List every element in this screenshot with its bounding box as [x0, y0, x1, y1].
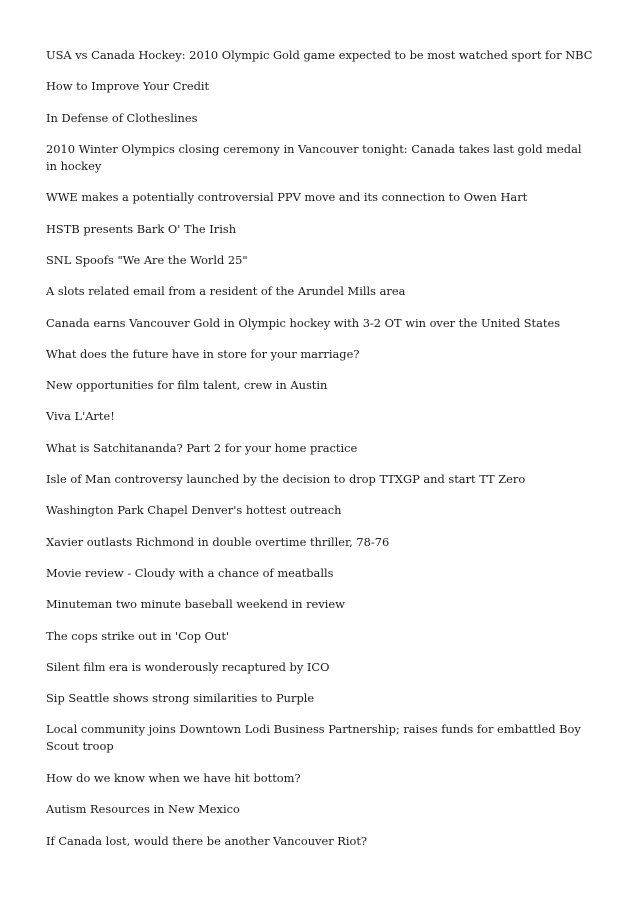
- headline-link[interactable]: Washington Park Chapel Denver's hottest outreach: [46, 503, 342, 518]
- headline-link[interactable]: How do we know when we have hit bottom?: [46, 770, 301, 785]
- headline-link[interactable]: Viva L'Arte!: [46, 409, 115, 424]
- headline-link[interactable]: HSTB presents Bark O' The Irish: [46, 221, 237, 236]
- headline-link[interactable]: Minuteman two minute baseball weekend in review: [46, 597, 345, 612]
- headline-link[interactable]: If Canada lost, would there be another Vancouver Riot?: [46, 833, 368, 848]
- headline-link[interactable]: Sip Seattle shows strong similarities to Purple: [46, 691, 315, 706]
- headline-link[interactable]: Local community joins Downtown Lodi Business Partnership; raises funds for embattled Boy Scout troop: [46, 722, 581, 754]
- headline-link[interactable]: Xavier outlasts Richmond in double overtime thriller, 78-76: [46, 534, 390, 549]
- headline-link[interactable]: What is Satchitananda? Part 2 for your home practice: [46, 440, 358, 455]
- headline-link[interactable]: The cops strike out in 'Cop Out': [46, 628, 230, 643]
- headline-link[interactable]: Autism Resources in New Mexico: [46, 802, 240, 817]
- headline-link[interactable]: WWE makes a potentially controversial PPV move and its connection to Owen Hart: [46, 190, 528, 205]
- headline-link[interactable]: Movie review - Cloudy with a chance of meatballs: [46, 565, 334, 580]
- headline-link[interactable]: SNL Spoofs "We Are the World 25": [46, 252, 248, 267]
- headline-list: [46, 47, 594, 864]
- headline-link[interactable]: In Defense of Clotheslines: [46, 110, 198, 125]
- headline-link[interactable]: Isle of Man controversy launched by the decision to drop TTXGP and start TT Zero: [46, 472, 526, 487]
- headline-link[interactable]: A slots related email from a resident of the Arundel Mills area: [46, 284, 406, 299]
- headline-link[interactable]: What does the future have in store for your marriage?: [46, 346, 360, 361]
- headline-link[interactable]: 2010 Winter Olympics closing ceremony in Vancouver tonight: Canada takes last gold medal in hockey: [46, 141, 582, 173]
- headline-link[interactable]: Silent film era is wonderously recaptured by ICO: [46, 659, 330, 674]
- headline-link[interactable]: USA vs Canada Hockey: 2010 Olympic Gold game expected to be most watched sport for NBC: [46, 48, 593, 62]
- headline-link[interactable]: Canada earns Vancouver Gold in Olympic hockey with 3-2 OT win over the United States: [46, 315, 561, 330]
- headline-link[interactable]: New opportunities for film talent, crew in Austin: [46, 378, 328, 393]
- headline-link[interactable]: How to Improve Your Credit: [46, 79, 210, 94]
